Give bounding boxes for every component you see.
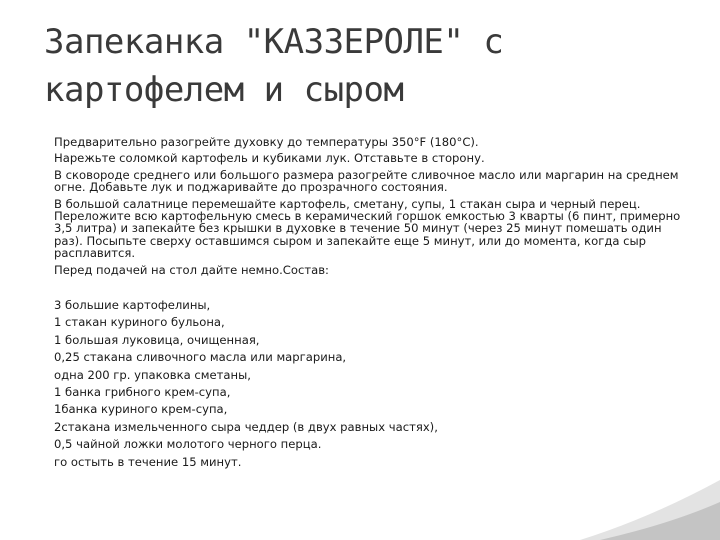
title-line-1: Запеканка "КАЗЗЕРОЛЕ" с bbox=[44, 22, 504, 62]
ingredient-item: 2стакана измельченного сыра чеддер (в двух равных частях), bbox=[54, 419, 438, 434]
ingredient-item: 0,5 чайной ложки молотого черного перца. bbox=[54, 437, 322, 452]
ingredient-item: 1 большая луковица, очищенная, bbox=[54, 332, 260, 347]
instruction-paragraph: Перед подачей на стол дайте немно.Состав: bbox=[54, 262, 329, 277]
instruction-paragraph: В сковороде среднего или большого размера разогрейте сливочное масло или маргарин на среднем огне. Добавьте лук и поджаривайте до прозрачного состояния. bbox=[54, 167, 679, 195]
ingredient-item: 1 банка грибного крем-супа, bbox=[54, 385, 231, 400]
instruction-paragraph: В большой салатнице перемешайте картофель, сметану, супы, 1 стакан сыра и черный перец. Переложите всю картофельную смесь в керамический горшок емкостью 3 кварты (6 пинт, примерно 3,5 литра) и запекайте без крышки в духовке в течение 50 минут (через 25 минут помешать один раз). Посыпьте сверху оставшимся сыром и запекайте еще 5 минут, или до момента, когда сыр расплавится. bbox=[54, 196, 681, 261]
ingredient-item: 1банка куриного крем-супа, bbox=[54, 402, 228, 417]
ingredient-item: 3 большие картофелины, bbox=[54, 298, 211, 312]
ingredient-item: го остыть в течение 15 минут. bbox=[54, 454, 242, 469]
ingredient-item: 0,25 стакана сливочного масла или маргарина, bbox=[54, 350, 347, 365]
title-line-2: картофелем и сыром bbox=[44, 70, 404, 110]
instructions-block bbox=[54, 136, 684, 280]
instruction-paragraph: Нарежьте соломкой картофель и кубиками лук. Отставьте в сторону. bbox=[54, 151, 485, 166]
corner-decoration bbox=[580, 440, 720, 540]
ingredient-item: одна 200 гр. упаковка сметаны, bbox=[54, 367, 251, 382]
slide-title bbox=[44, 18, 684, 114]
ingredient-item: 1 стакан куриного бульона, bbox=[54, 315, 225, 330]
instruction-paragraph: Предварительно разогрейте духовку до температуры 350°F (180°C). bbox=[54, 135, 479, 149]
